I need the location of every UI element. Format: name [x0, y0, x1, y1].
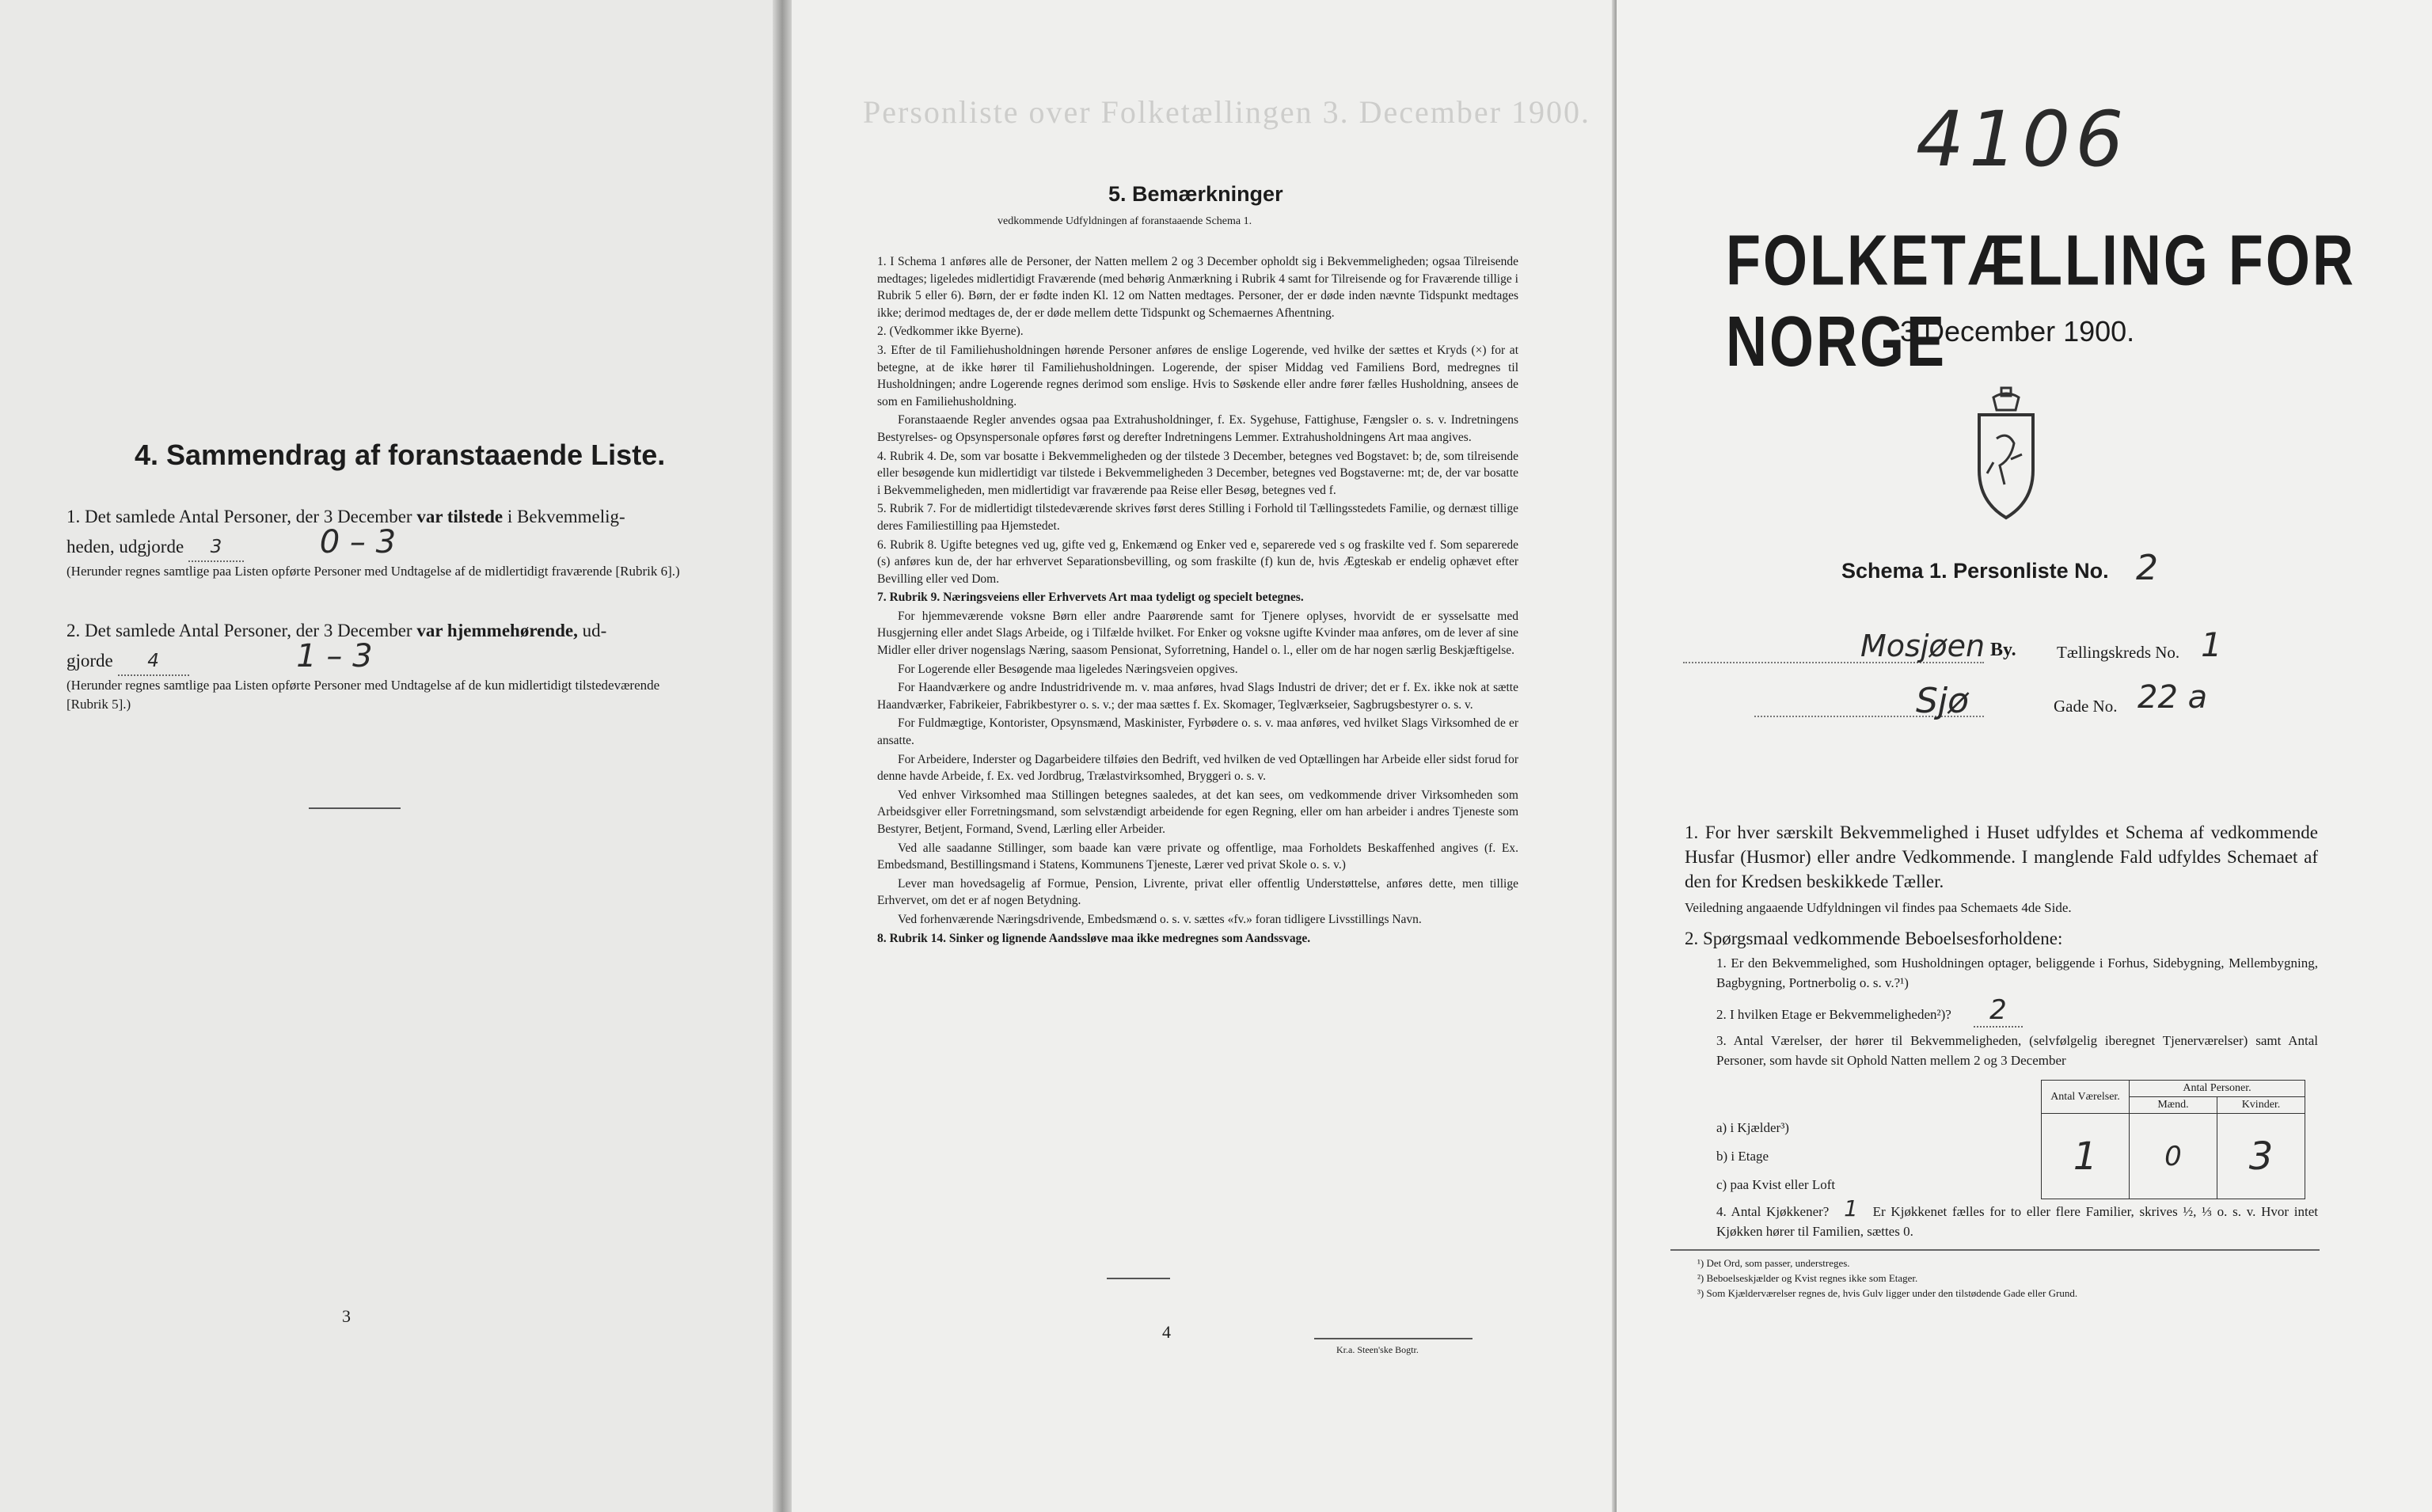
form-date: 3 December 1900. — [1900, 315, 2135, 348]
col-men: Mænd. — [2130, 1097, 2217, 1114]
instruction-1 — [1685, 820, 2318, 918]
remark-paragraph: For Arbeidere, Inderster og Dagarbeidere tilføies den Bedrift, ved hvilken de ved Optællingen har Arbeide eller sidst forud for denne havde Arbeide, f. Ex. ved Jordbrug, Trælastvirksomhed, Bryggeri o. s. v. — [877, 752, 1518, 784]
schema-label: Schema 1. Personliste No. — [1841, 559, 2109, 583]
present-handwritten: 0 – 3 — [319, 524, 397, 560]
summary-item-resident — [66, 617, 700, 714]
item-text: 2. Det samlede Antal Personer, der 3 December — [66, 621, 412, 640]
district-label: Tællingskreds No. — [2057, 643, 2180, 662]
question-text: Er Kjøkkenet fælles for to eller flere Familier, skrives ½, ⅓ o. s. v. Hvor intet Kjøkken hører til Familien, sættes 0. — [1716, 1204, 2319, 1239]
row-basement: a) i Kjælder³) — [1716, 1119, 1789, 1135]
present-count: 3 — [188, 534, 244, 562]
rooms-value: 1 — [2042, 1114, 2130, 1199]
item-text: ud- — [582, 621, 607, 640]
remark-paragraph: For hjemmeværende voksne Børn eller andre Paarørende samt for Tjenere oplyses, hvorvidt de er sysselsatte med Husgjerning eller andet Slags Arbeide, og i Tilfælde hvilket. For Enker og voksne ugifte Kvinder maa anføres, om de lever af sine Midler eller driver nogenslags Næring, saasom Pensionat, Syforretning, Handel o. l., eller om de har nogen særlig Beskjæftigelse. — [877, 609, 1518, 658]
kitchen-value: 1 — [1844, 1195, 1858, 1221]
left-page — [0, 0, 773, 1512]
men-value: 0 — [2130, 1114, 2217, 1199]
divider — [1107, 1278, 1170, 1279]
footnote: ²) Beboelseskjælder og Kvist regnes ikke som Etager. — [1697, 1272, 1918, 1284]
instruction-text: 1. For hver særskilt Bekvemmelighed i Huset udfyldes et Schema af vedkommende Husfar (Husmor) eller andre Vedkommende. I manglende Fald udfyldes Schemaet af den for Kredsen beskikkede Tæller. — [1685, 822, 2318, 891]
bleed-through-text: Personliste over Folketællingen 3. December 1900. — [863, 94, 1590, 130]
question-text: 4. Antal Kjøkkener? — [1716, 1204, 1830, 1219]
summary-item-present — [66, 503, 700, 581]
item-text: 1. Det samlede Antal Personer, der 3 December — [66, 507, 412, 526]
remark-paragraph: Foranstaaende Regler anvendes ogsaa paa Extrahusholdninger, f. Ex. Sygehuse, Fattighuse, Fængsler o. s. v. Indretningens Bestyrelses- og Opsynspersonale opføres først og derefter Indretningens Lemmer. Extrahusholdningens Art maa angives. — [877, 413, 1518, 444]
remarks-subheading: vedkommende Udfyldningen af foranstaaende Schema 1. — [998, 215, 1252, 227]
summary-heading: 4. Sammendrag af foranstaaende Liste. — [135, 439, 666, 471]
question-location: 1. Er den Bekvemmelighed, som Husholdningen optager, beliggende i Forhus, Sidebygning, Mellembygning, Bagbygning, Portnerbolig o. s. v.?¹) — [1716, 955, 2318, 990]
remark-paragraph: 1. I Schema 1 anføres alle de Personer, der Natten mellem 2 og 3 December opholdt sig i Bekvemmeligheden; ogsaa Tilreisende medtages; ligeledes midlertidigt Fraværende (med behørig Anmærkning i Rubrik 4 samt for Tilreisende og for Fraværende tillige i Rubrik 5 eller 6). Børn, der er fødte inden Kl. 12 om Natten medtages. Personer, der er døde inden nævnte Tidspunkt medtages ikke; derimod medtages de, der er døde mellem dette Tidspunkt og Schemaernes Afhentning. — [877, 255, 1518, 320]
col-rooms: Antal Værelser. — [2042, 1081, 2130, 1114]
street-label: Gade No. — [2054, 697, 2118, 716]
remark-paragraph: Ved enhver Virksomhed maa Stillingen betegnes saaledes, at det kan sees, om vedkommende driver Virksomheden som Arbeidsgiver eller Forretningsmand, som selvstændigt arbeidende for egen Regning, eller om han arbeider i andres Tjeneste som Bestyrer, Betjent, Formand, Svend, Lærling eller Arbeider. — [877, 788, 1518, 836]
remarks-body — [877, 253, 1518, 948]
remark-paragraph: 7. Rubrik 9. Næringsveiens eller Erhvervets Art maa tydeligt og specielt betegnes. — [877, 591, 1304, 605]
street-handwritten: Sjø — [1916, 681, 1970, 721]
archive-number: 4106 — [1916, 95, 2129, 184]
women-value: 3 — [2217, 1114, 2305, 1199]
form-title: FOLKETÆLLING FOR NORGE — [1726, 221, 2356, 382]
page-number: 4 — [1162, 1322, 1171, 1342]
page-number: 3 — [342, 1306, 351, 1326]
remark-paragraph: 3. Efter de til Familiehusholdningen hørende Personer anføres de enslige Logerende, ved hvilke der sættes et Kryds (×) for at betegne, at de ikke hører til Familiehusholdningen. Logerende, der spiser Middag ved Familiens Bord, medregnes til Husholdningen; andre Logerende regnes derimod som enslige. Hvis to Søskende eller andre fører fælles Husholdning, ansees de som en Familiehusholdning. — [877, 343, 1518, 408]
street-number: 22 a — [2138, 679, 2208, 716]
printer-imprint: Kr.a. Steen'ske Bogtr. — [1336, 1344, 1419, 1355]
resident-count: 4 — [118, 648, 189, 676]
remark-paragraph: 8. Rubrik 14. Sinker og lignende Aandssløve maa ikke medregnes som Aandssvage. — [877, 931, 1311, 945]
col-persons: Antal Personer. — [2130, 1081, 2305, 1097]
item-text: heden, udgjorde — [66, 537, 184, 557]
norway-coat-of-arms-icon — [1970, 383, 2042, 526]
footnotes — [1697, 1256, 2077, 1301]
town-label: By. — [1990, 640, 2016, 660]
item-text: gjorde — [66, 651, 113, 671]
question-floor — [1716, 994, 2112, 1026]
town-handwritten: Mosjøen — [1860, 629, 1986, 663]
remark-paragraph: For Fuldmægtige, Kontorister, Opsynsmænd, Maskinister, Fyrbødere o. s. v. maa anføres, ved hvilket Slags Virksomhed de er ansatte. — [877, 716, 1518, 748]
remark-paragraph: 4. Rubrik 4. De, som var bosatte i Bekvemmeligheden og der tilstede 3 December, betegnes ved Bogstavet: b; de, som tilreisende eller besøgende kun midlertidigt var tilstede i Bekvemmeligheden 3 December, betegnes ved Bogstaverne: mt; de, der var bosatte i Bekvemmeligheden, men midlertidigt var fraværende paa Reise eller Besøg, betegnes ved f. — [877, 449, 1518, 497]
instruction-2: 2. Spørgsmaal vedkommende Beboelsesforholdene: — [1685, 929, 2063, 948]
item-emphasis: var tilstede — [416, 507, 504, 526]
question-kitchens — [1716, 1195, 2319, 1241]
remark-paragraph: Lever man hovedsagelig af Formue, Pension, Livrente, privat eller offentlig Understøttelse, anføres dette, men tillige Erhvervet, om det er af nogen Betydning. — [877, 876, 1518, 908]
question-rooms: 3. Antal Værelser, der hører til Bekvemmeligheden, (selvfølgelig iberegnet Tjenerværelser) samt Antal Personer, som havde sit Ophold Natten mellem 2 og 3 December — [1716, 1033, 2318, 1068]
item-emphasis: var hjemmehørende, — [416, 621, 578, 640]
row-floor: b) i Etage — [1716, 1148, 1769, 1164]
item-note: (Herunder regnes samtlige paa Listen opførte Personer med Undtagelse af de kun midlertidigt tilstedeværende [Rubrik 5].) — [66, 678, 660, 712]
remark-paragraph: Ved alle saadanne Stillinger, som baade kan være private og offentlige, maa Forholdets Beskaffenhed angives (f. Ex. Embedsmand, Bestillingsmand i Statens, Kommunens Tjeneste, Lærer ved privat Skole o. s. v.) — [877, 841, 1518, 872]
divider — [309, 807, 401, 809]
rooms-table — [1716, 1080, 2305, 1199]
divider — [1314, 1338, 1472, 1339]
footnote: ¹) Det Ord, som passer, understreges. — [1697, 1257, 1850, 1269]
item-text: i Bekvemmelig- — [507, 507, 625, 526]
resident-handwritten: 1 – 3 — [296, 638, 373, 674]
row-attic: c) paa Kvist eller Loft — [1716, 1176, 1836, 1192]
question-text: 2. I hvilken Etage er Bekvemmeligheden²)? — [1716, 1007, 1951, 1022]
remark-paragraph: 5. Rubrik 7. For de midlertidigt tilstedeværende skrives først deres Stilling i Forhold til Tællingsstedets Familie, og dernæst tillige deres Familiestilling paa Hjemstedet. — [877, 502, 1518, 533]
remarks-heading: 5. Bemærkninger — [1108, 182, 1283, 206]
district-number: 1 — [2201, 625, 2222, 664]
floor-value: 2 — [1974, 994, 2023, 1028]
instruction-note: Veiledning angaaende Udfyldningen vil findes paa Schemaets 4de Side. — [1685, 900, 2072, 915]
remark-paragraph: Ved forhenværende Næringsdrivende, Embedsmænd o. s. v. sættes «fv.» foran tidligere Livsstillings Navn. — [898, 912, 1422, 926]
footnote: ³) Som Kjælderværelser regnes de, hvis Gulv ligger under den tilstødende Gade eller Grund. — [1697, 1287, 2078, 1299]
schema-number: 2 — [2136, 548, 2158, 588]
item-note: (Herunder regnes samtlige paa Listen opførte Personer med Undtagelse af de midlertidigt fraværende [Rubrik 6].) — [66, 564, 680, 579]
page-gutter — [773, 0, 792, 1512]
remark-paragraph: For Logerende eller Besøgende maa ligeledes Næringsveien opgives. — [898, 662, 1238, 676]
remark-paragraph: 6. Rubrik 8. Ugifte betegnes ved ug, gifte ved g, Enkemænd og Enker ved e, separerede ved s og fraskilte ved f. Som separerede (s) anføres kun de, der har erhvervet Separationsbevilling, og som fraskilte (f) kun de, hvis Ægteskab er endelig ophævet efter Bevilling eller ved Dom. — [877, 538, 1518, 586]
remark-paragraph: 2. (Vedkommer ikke Byerne). — [877, 325, 1024, 339]
divider — [1670, 1249, 2320, 1251]
remark-paragraph: For Haandværkere og andre Industridrivende m. v. maa anføres, hvad Slags Industri de driver; det er f. Ex. ikke nok at sætte Haandværker, Fabrikeier, Fabrikbestyrer o. s. v.; der maa sættes f. Ex. Skomager, Teglværkseier, Sagbrugsbestyrer o. s. v. — [877, 681, 1518, 712]
col-women: Kvinder. — [2217, 1097, 2305, 1114]
